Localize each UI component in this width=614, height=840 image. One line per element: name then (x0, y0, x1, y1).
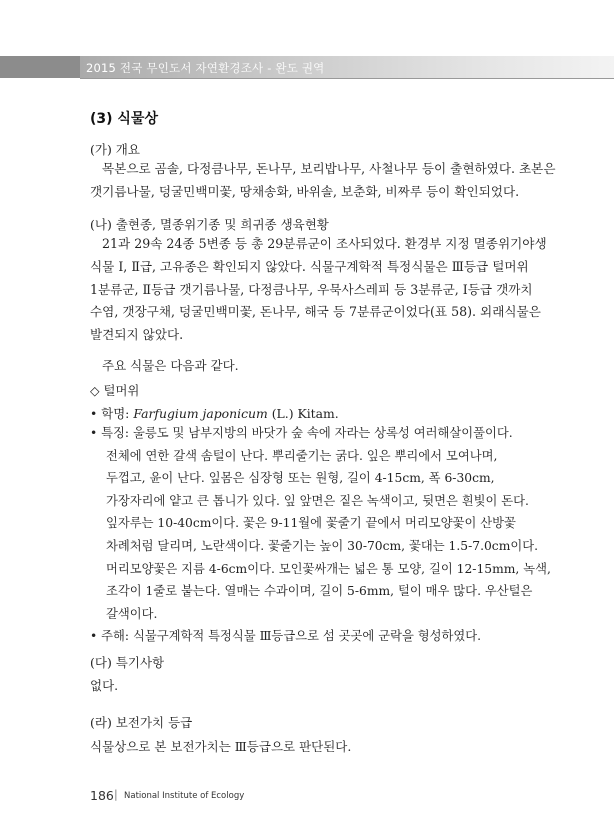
header-accent (0, 56, 80, 78)
note-line: • 주해: 식물구계학적 특정식물 Ⅲ등급으로 섬 곳곳에 군락을 형성하였다. (90, 629, 482, 644)
plant-name: 털머위 (103, 383, 140, 398)
conservation-text: 식물상으로 본 보전가치는 Ⅲ등급으로 판단된다. (90, 739, 352, 754)
feature-block (90, 422, 551, 648)
feature-line: 두껍고, 윤이 난다. 잎몸은 심장형 또는 원형, 길이 4-15cm, 폭 6-30cm, (106, 471, 495, 486)
feature-line: 잎자루는 10-40cm이다. 꽃은 9-11월에 꽃줄기 끝에서 머리모양꽃이 산방꽃 (106, 516, 516, 531)
page-number: 186 (90, 788, 114, 803)
special-heading: (다) 특기사항 (90, 655, 165, 670)
feature-line: • 특징: 울릉도 및 남부지방의 바닷가 숲 속에 자라는 상록성 여러해살이풀이다. (90, 426, 513, 440)
header-rule (80, 78, 614, 79)
sci-label: • 학명: (90, 406, 134, 421)
sci-author: (L.) Kitam. (267, 406, 339, 421)
overview-paragraph (90, 158, 556, 204)
plant-name-row (90, 381, 139, 399)
feature-line: 가장자리에 얕고 큰 톱니가 있다. 잎 앞면은 짙은 녹색이고, 뒷면은 흰빛이 돈다. (106, 493, 529, 508)
status-line: 1분류군, Ⅱ등급 갯기름나물, 다정큼나무, 우묵사스레피 등 3분류군, Ⅰ등급 갯까치 (90, 281, 533, 297)
overview-line: 목본으로 곰솔, 다정큼나무, 돈나무, 보리밥나무, 사철나무 등이 출현하였다. 초본은 (102, 161, 556, 176)
footer-separator: | (114, 788, 118, 801)
footer-organization: National Institute of Ecology (124, 791, 245, 801)
sci-name: Farfugium japonicum (133, 406, 268, 421)
feature-line: 조각이 1줄로 붙는다. 열매는 수과이며, 길이 5-6mm, 털이 매우 많다. 우산털은 (106, 584, 533, 599)
main-plants-intro: 주요 식물은 다음과 같다. (102, 358, 239, 373)
status-line: 발견되지 않았다. (90, 327, 184, 343)
status-line: 식물 Ⅰ, Ⅱ급, 고유종은 확인되지 않았다. 식물구계학적 특정식물은 Ⅲ등급 털머위 (90, 258, 529, 274)
diamond-icon: ◇ (90, 383, 100, 398)
conservation-heading: (라) 보전가치 등급 (90, 715, 193, 730)
feature-line: 갈색이다. (106, 606, 158, 621)
overview-line: 갯기름나물, 덩굴민백미꽃, 땅채송화, 바위솔, 보춘화, 비짜루 등이 확인되었다. (90, 183, 520, 199)
feature-line: 차례처럼 달리며, 노란색이다. 꽃줄기는 높이 30-70cm, 꽃대는 1.5-7.0cm이다. (106, 538, 539, 553)
status-line: 21과 29속 24종 5변종 등 총 29분류군이 조사되었다. 환경부 지정 멸종위기야생 (102, 236, 547, 251)
section-title: (3) 식물상 (90, 111, 158, 127)
status-paragraph (90, 233, 547, 347)
special-text: 없다. (90, 678, 119, 693)
status-heading: (나) 출현종, 멸종위기종 및 희귀종 생육현황 (90, 217, 329, 232)
running-header: 2015 전국 무인도서 자연환경조사 - 완도 권역 (86, 61, 325, 75)
feature-line: 전체에 연한 갈색 솜털이 난다. 뿌리줄기는 굵다. 잎은 뿌리에서 모여나며, (106, 448, 498, 463)
feature-line: 머리모양꽃은 지름 4-6cm이다. 모인꽃싸개는 넓은 통 모양, 길이 12-15mm, 녹색, (106, 561, 551, 576)
scientific-name-row (90, 404, 339, 422)
status-line: 수염, 갯장구채, 덩굴민백미꽃, 돈나무, 해국 등 7분류군이었다(표 58). 외래식물은 (90, 304, 541, 320)
overview-heading: (가) 개요 (90, 142, 140, 157)
